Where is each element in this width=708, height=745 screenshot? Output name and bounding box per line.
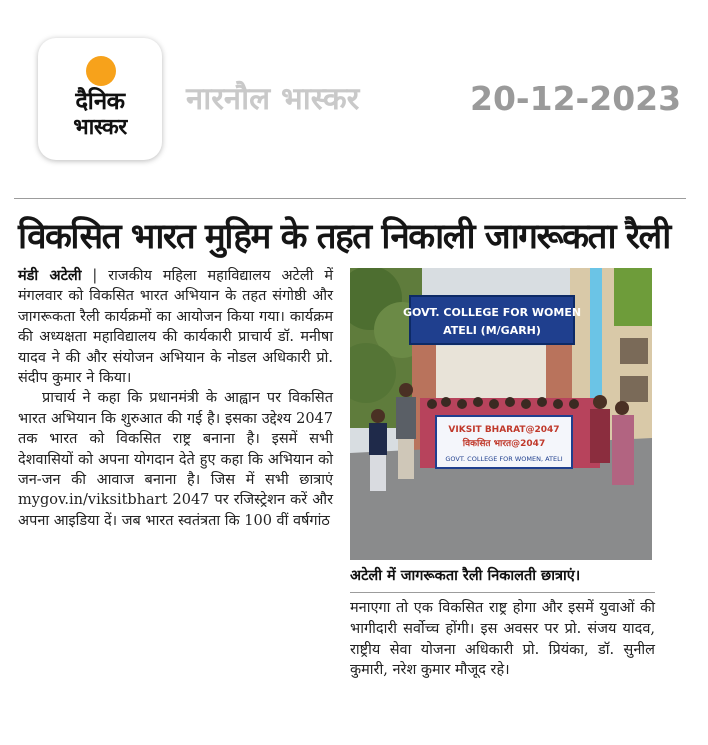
article-body-right — [350, 598, 655, 681]
logo-text-line1: दैनिक — [75, 87, 125, 115]
edition-name: नारनौल भास्कर — [186, 81, 360, 117]
dateline: मंडी अटेली — [18, 267, 82, 284]
logo-text-line2: भास्कर — [73, 115, 127, 140]
article-headline: विकसित भारत मुहिम के तहत निकाली जागरूकता रैली — [18, 217, 670, 257]
news-photo — [350, 268, 652, 560]
paragraph-2: प्राचार्य ने कहा कि प्रधानमंत्री के आह्वान पर विकसित भारत अभियान कि शुरुआत की गई है। इसका उद्देश्य 2047 तक भारत को विकसित राष्ट्र बनाना है। इसमें सभी देशवासियों को अपना योगदान देते हुए कहा कि अभियान को जन-जन की आवाज बनाना है। जिस में सभी छात्राएं mygov.in/viksitbhart 2047 पर रजिस्ट्रेशन करें और अपना आइडिया दें। जब भारत स्वतंत्रता कि 100 वीं वर्षगांठ — [18, 390, 333, 529]
logo-card — [38, 38, 162, 160]
article-body-left — [18, 266, 333, 531]
gate-sign-line1: GOVT. COLLEGE FOR WOMEN — [402, 306, 582, 319]
paragraph-3: मनाएगा तो एक विकसित राष्ट्र होगा और इसमें युवाओं की भागीदारी सर्वोच्च होंगी। इस अवसर पर प्रो. संजय यादव, राष्ट्रीय सेवा योजना अधिकारी प्रो. प्रियंका, डॉ. सुनील कुमारी, नरेश कुमार मौजूद रहे। — [350, 600, 655, 679]
paragraph-1-text: राजकीय महिला महाविद्यालय अटेली में मंगलवार को विकसित भारत अभियान के तहत संगोष्ठी और जागरूकता रैली कार्यक्रमों का आयोजन किया गया। कार्यक्रम की अध्यक्षता महाविद्यालय की कार्यकारी प्राचार्य डॉ. मनीषा यादव ने की और संयोजन अभियान के नोडल अधिकारी प्रो. संदीप कुमार ने किया। — [18, 268, 333, 387]
sun-icon — [86, 56, 116, 86]
section-divider — [14, 198, 686, 199]
paragraph-1 — [18, 266, 333, 388]
banner-line1: VIKSIT BHARAT@2047 — [448, 425, 560, 435]
banner-line2: विकसित भारत@2047 — [462, 439, 546, 449]
person — [396, 383, 416, 479]
dateline-separator: | — [81, 268, 109, 284]
edition-date: 20-12-2023 — [470, 79, 682, 118]
photo-caption: अटेली में जागरूकता रैली निकालती छात्राएं। — [350, 563, 655, 593]
gate-sign-line2: ATELI (M/GARH) — [443, 324, 541, 337]
banner-line3: GOVT. COLLEGE FOR WOMEN, ATELI — [445, 455, 563, 463]
